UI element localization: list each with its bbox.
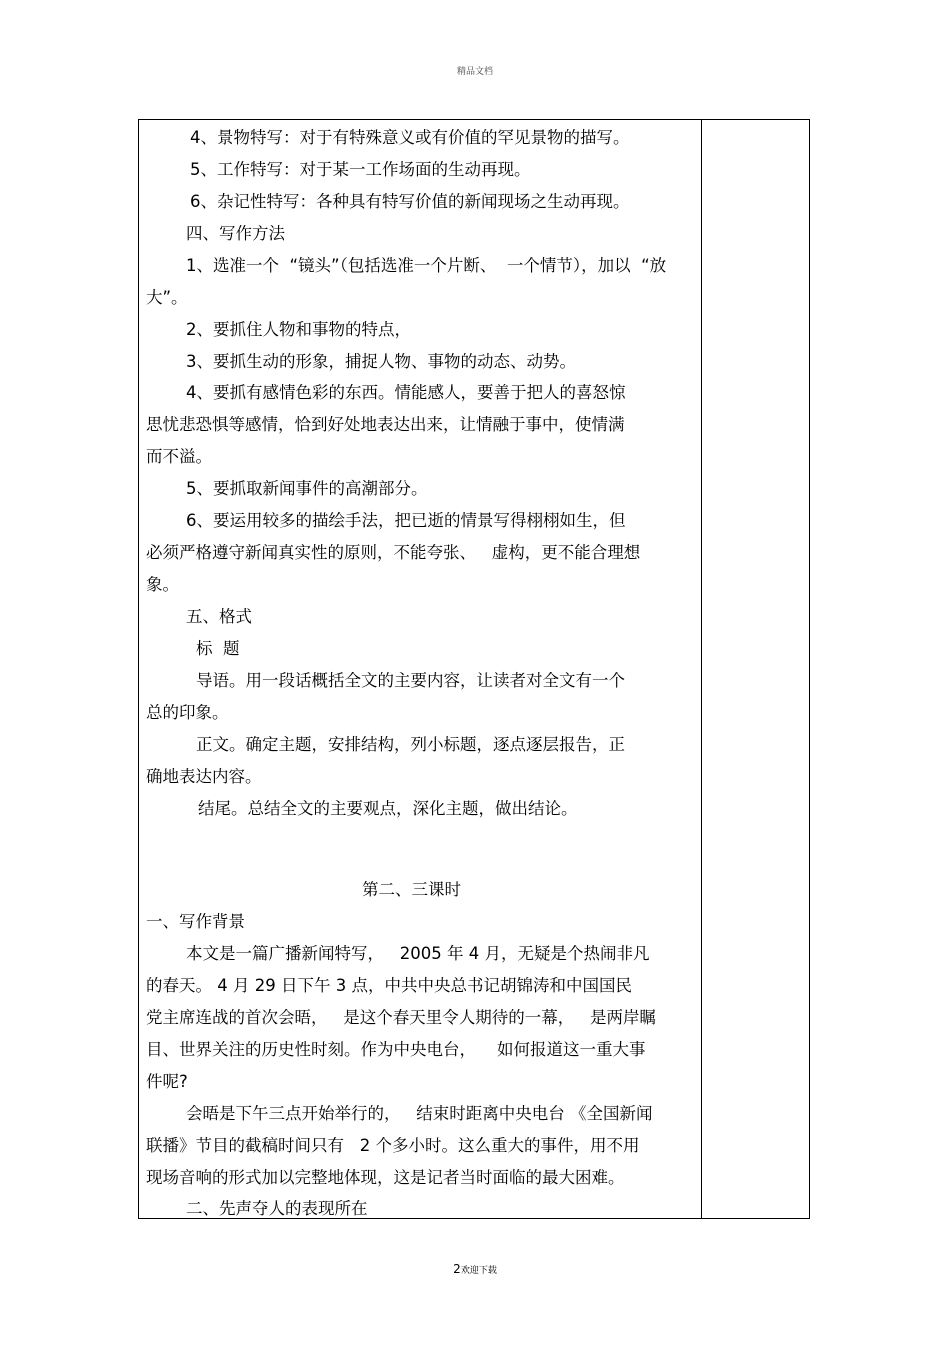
text-line: 总的印象。 — [146, 703, 229, 722]
text-line: 五、格式 — [186, 607, 252, 626]
text-line: 联播》节目的截稿时间只有 2 个多小时。这么重大的事件，用不用 — [146, 1136, 640, 1155]
text-line: 一、写作背景 — [146, 912, 245, 931]
text-line: 本文是一篇广播新闻特写， 2005 年 4 月，无疑是个热闹非凡 — [186, 944, 650, 963]
text-line: 6、杂记性特写：各种具有特写价值的新闻现场之生动再现。 — [190, 192, 630, 211]
text-line: 第二、三课时 — [362, 880, 461, 899]
text-line: 1、选准一个 “镜头”（包括选准一个片断、 一个情节），加以 “放 — [186, 256, 667, 275]
text-line: 的春天。 4 月 29 日下午 3 点，中共中央总书记胡锦涛和中国国民 — [146, 976, 632, 995]
text-line: 4、要抓有感情色彩的东西。情能感人，要善于把人的喜怒惊 — [186, 383, 626, 402]
text-line: 必须严格遵守新闻真实性的原则，不能夸张、 虚构，更不能合理想 — [146, 543, 641, 562]
text-line: 件呢? — [146, 1072, 188, 1091]
text-line: 目、世界关注的历史性时刻。作为中央电台， 如何报道这一重大事 — [146, 1040, 646, 1059]
table-column-divider — [701, 119, 702, 1219]
text-line: 大”。 — [146, 288, 188, 307]
text-line: 而不溢。 — [146, 447, 212, 466]
text-line: 会晤是下午三点开始举行的， 结束时距离中央电台 《全国新闻 — [186, 1104, 653, 1123]
text-line: 6、要运用较多的描绘手法，把已逝的情景写得栩栩如生，但 — [186, 511, 626, 530]
text-line: 4、景物特写：对于有特殊意义或有价值的罕见景物的描写。 — [190, 128, 630, 147]
text-line: 党主席连战的首次会晤， 是这个春天里令人期待的一幕， 是两岸瞩 — [146, 1008, 656, 1027]
text-line: 四、写作方法 — [186, 224, 285, 243]
text-line: 现场音响的形式加以完整地体现，这是记者当时面临的最大困难。 — [146, 1168, 625, 1187]
text-line: 思忧悲恐惧等感情，恰到好处地表达出来，让情融于事中，使情满 — [146, 415, 625, 434]
text-line: 象。 — [146, 575, 179, 594]
text-line: 5、工作特写：对于某一工作场面的生动再现。 — [190, 160, 531, 179]
page-header: 精品文档 — [456, 67, 493, 77]
text-line: 正文。确定主题，安排结构，列小标题，逐点逐层报告，正 — [196, 735, 625, 754]
text-line: 5、要抓取新闻事件的高潮部分。 — [186, 479, 428, 498]
text-line: 确地表达内容。 — [146, 767, 262, 786]
page-footer — [0, 1262, 950, 1276]
footer-text: 欢迎下载 — [460, 1266, 497, 1276]
text-line: 2、要抓住人物和事物的特点， — [186, 320, 411, 339]
text-line: 二、先声夺人的表现所在 — [186, 1199, 368, 1218]
text-line: 导语。用一段话概括全文的主要内容，让读者对全文有一个 — [196, 671, 625, 690]
text-line: 标 题 — [196, 639, 240, 658]
page-number: 2 — [453, 1262, 461, 1276]
text-line: 结尾。总结全文的主要观点，深化主题，做出结论。 — [198, 799, 578, 818]
text-line: 3、要抓生动的形象，捕捉人物、事物的动态、动势。 — [186, 352, 576, 371]
